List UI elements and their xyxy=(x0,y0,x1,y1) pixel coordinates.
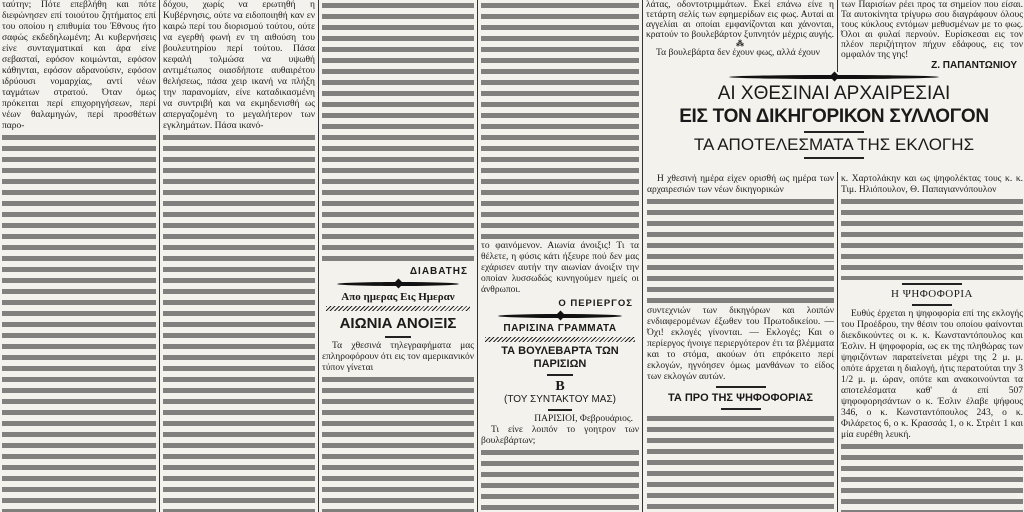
article-lead: Τι είνε λοιπόν το γοητρον των βουλεβάρτων; xyxy=(481,425,639,446)
headline-line-2: ΕΙΣ ΤΟΝ ΔΙΚΗΓΟΡΙΚΟΝ ΣΥΛΛΟΓΟΝ xyxy=(679,106,989,127)
dateline: ΠΑΡΙΣΙΟΙ, Φεβρουάριος. xyxy=(534,414,633,424)
main-article-lead: Η χθεσινή ημέρα είχεν ορισθή ως ημέρα των αρχαιρεσιών των νέων δικηγορικών xyxy=(647,174,834,195)
divider xyxy=(548,409,572,411)
ornament-divider xyxy=(498,314,622,318)
column-3-body xyxy=(322,374,474,512)
column-5-main xyxy=(647,174,834,512)
column-4-body xyxy=(481,0,639,241)
column-4-body xyxy=(481,447,639,512)
divider xyxy=(912,304,952,306)
column-4-upper xyxy=(481,0,639,296)
column-3-lower xyxy=(322,266,474,512)
column-5-continued: Τα βουλεβάρτα δεν έχουν φως, αλλά έχουν xyxy=(656,48,820,58)
column-6-main xyxy=(841,174,1023,512)
column-3-body xyxy=(322,0,474,262)
column-rule xyxy=(642,0,643,512)
divider xyxy=(385,336,411,338)
column-1-text: ταύτην; Πότε επεβλήθη και πότε διεφώνησεν επί τοιούτου ζητήματος επί του οποίου η επιθυμία του Έθνους ήτο σαφώς εκδεδηλωμένη; Αι κυβερνήσεις είνε συνταγματικαί και άρα είνε σεβασταί, εφόσον κοιμώνται, εφόσον κάθηνται, εφόσον αδρανούσιν, εφόσον ιδρύουσι νομαρχίας, αντί νέων ταγμάτων στρατού. Όταν όμως πρόκειται περί επιχορηγήσεων, περί νέων θαλαμηγών, περί προσθέτων παρο- xyxy=(2,0,156,131)
column-rubric: ΠΑΡΙΣΙΝΑ ΓΡΑΜΜΑΤΑ xyxy=(503,323,617,334)
column-1-body xyxy=(2,132,156,512)
divider xyxy=(716,386,766,388)
column-6-top xyxy=(841,0,1023,72)
author-signature: Ζ. ΠΑΠΑΝΤΩΝΙΟΥ xyxy=(931,60,1017,71)
column-6-text: Ευθύς έρχεται η ψηφοφορία επί της εκλογής του Προέδρου, την θέσιν του οποίου φαίνονται διεκδικούντες οι κ. κ. Κωνσταντόπουλος και Έσλιν. Η ψηφοφορία, ως εκ της πληθώρας των ψηφιζόντων παρατείνεται μέχρι της 2 μ. μ. οπότε άρχεται η διαλογή, ήτις περατούται την 3 1/2 μ. μ. ώραν, οπότε και ανακοινούνται τα αποτελέσματα καθ' ά επί 507 ψηφοφορησάντων ο κ. Έσλιν έλαβε ψήφους 346, ο κ. Κωνσταντόπουλος 243, ο κ. Φιλάρετος 6, ο κ. Κρασσάς 1, ο κ. Στρέιτ 1 και μία ευρέθη λευκή. xyxy=(841,309,1023,440)
column-6-lead: κ. Χαρτολάκην και ως ψηφολέκτας τους κ. κ. Τιμ. Ηλιόπουλον, Θ. Παπαγιαννόπουλον xyxy=(841,174,1023,195)
ornament-divider xyxy=(337,282,459,286)
column-6-top-text: των Παρισίων ρέει προς τα σημείον που είσαι. Τα αυτοκίνητα τρίγυρω σου διαγράφουν όλους τους κύκλους εντόμων μεθυσμένων με το φως. Όλοι αι φυλαί περνούν. Ευρίσκεσαι εις τον πλέον περιζήτητον πήχυν εδάφους, εις τον ομφαλόν της γης! xyxy=(841,0,1023,60)
column-5-body xyxy=(647,196,834,306)
wavy-divider xyxy=(485,337,635,342)
article-headline: ΑΙΩΝΙΑ ΑΝΟΙΞΙΣ xyxy=(339,315,457,332)
column-5-top xyxy=(646,0,834,72)
ornament-divider xyxy=(729,75,939,79)
column-4-lower xyxy=(481,298,639,512)
wavy-divider xyxy=(326,306,470,311)
column-5-text: συντεχνιών των δικηγόρων και λοιπών ενδιαφερομένων έξωθεν του Πρωτοδικείου. — Όχι! εκλογές γίνονται. — Εκλογές; Και ο περίεργος ήνοιγε περιεργότερον έτι τα βλέμματα και το στόμα, ακούων ότι επρόκειτο περί εκλογών, ηγνόησεν όμως μανθάνων το είδος των εκλογών αυτών. xyxy=(647,306,834,382)
column-1 xyxy=(2,0,156,512)
article-signature: Ο ΠΕΡΙΕΡΓΟΣ xyxy=(558,298,633,309)
column-3-upper xyxy=(322,0,474,262)
column-2-text: δόχου, χωρίς να ερωτηθή η Κυβέρνησις, ούτε να ειδοποιηθή καν εν καιρώ περί του διορισμού τούτου, ούτε να εγερθή φωνή εν τη αιθούση του βουλευτηρίου περί τούτου. Πάσα κεφαλή τολμώσα να υψωθή αντιμέτωπος οιασδήποτε αυθαιρέτου θελήσεως, πάσα χειρ ικανή να πλήξη την παρανομίαν, είνε καταδικασμένη να συντριβή και να εκμηδενισθή ως απεργαζομένη το μεγαλήτερον των εγκλημάτων. Πάσα ικανό- xyxy=(163,0,315,131)
main-headline-block xyxy=(644,72,1024,172)
column-6-body xyxy=(841,441,1023,512)
subheading: ΤΑ ΠΡΟ ΤΗΣ ΨΗΦΟΦΟΡΙΑΣ xyxy=(667,392,814,404)
headline-line-1: ΑΙ ΧΘΕΣΙΝΑΙ ΑΡΧΑΙΡΕΣΙΑΙ xyxy=(717,83,951,104)
column-4-text: το φαινόμενον. Αιωνία άνοιξις! Τι τα θέλετε, η φύσις κάτι ήξευρε πού δεν μας εχάρισεν αυτήν την αιωνίαν άνοιξιν την οποίαν λυσσωδώς κυνηγούμεν ημείς οι άνθρωποι. xyxy=(481,241,639,295)
divider xyxy=(902,283,962,285)
column-rubric: Απο ημερας Εις Ημεραν xyxy=(341,291,455,303)
headline-line-3: ΤΑ ΑΠΟΤΕΛΕΣΜΑΤΑ ΤΗΣ ΕΚΛΟΓΗΣ xyxy=(693,135,975,154)
article-lead: Τα χθεσινά τηλεγραφήματα μας επληροφόρουν ότι εις τον αμερικανικόν τύπον γίνεται xyxy=(322,341,474,373)
byline: (ΤΟΥ ΣΥΝΤΑΚΤΟΥ ΜΑΣ) xyxy=(504,394,616,405)
divider xyxy=(547,374,573,376)
part-number: Β xyxy=(555,379,565,394)
divider xyxy=(804,157,864,159)
asterism: ⁂ xyxy=(736,39,744,48)
column-rule xyxy=(837,172,838,512)
column-2-body xyxy=(163,132,315,512)
divider xyxy=(804,131,864,133)
column-2 xyxy=(163,0,315,512)
column-rule xyxy=(159,0,160,512)
column-6-body xyxy=(841,196,1023,280)
column-5-body xyxy=(647,413,834,512)
divider xyxy=(721,408,761,410)
article-signature: ΔΙΑΒΑΤΗΣ xyxy=(409,266,468,277)
column-rule xyxy=(837,0,838,72)
article-headline: ΤΑ ΒΟΥΛΕΒΑΡΤΑ ΤΩΝ ΠΑΡΙΣΙΩΝ xyxy=(501,345,619,370)
column-5-top-text: λάτας, οδοντοτριμμάτων. Εκεί επάνω είνε η τετάρτη σελίς των εφημερίδων εις φως. Αυταί αι αγγελίαι αι οποίαι εμφανίζονται και χάνονται, κρατούν το βουλεβάρτον ξυπνητόν μέχρις αυγής. xyxy=(646,0,835,40)
column-rule xyxy=(477,0,478,512)
column-rule xyxy=(318,0,319,512)
subheading: Η ΨΗΦΟΦΟΡΙΑ xyxy=(891,288,973,300)
